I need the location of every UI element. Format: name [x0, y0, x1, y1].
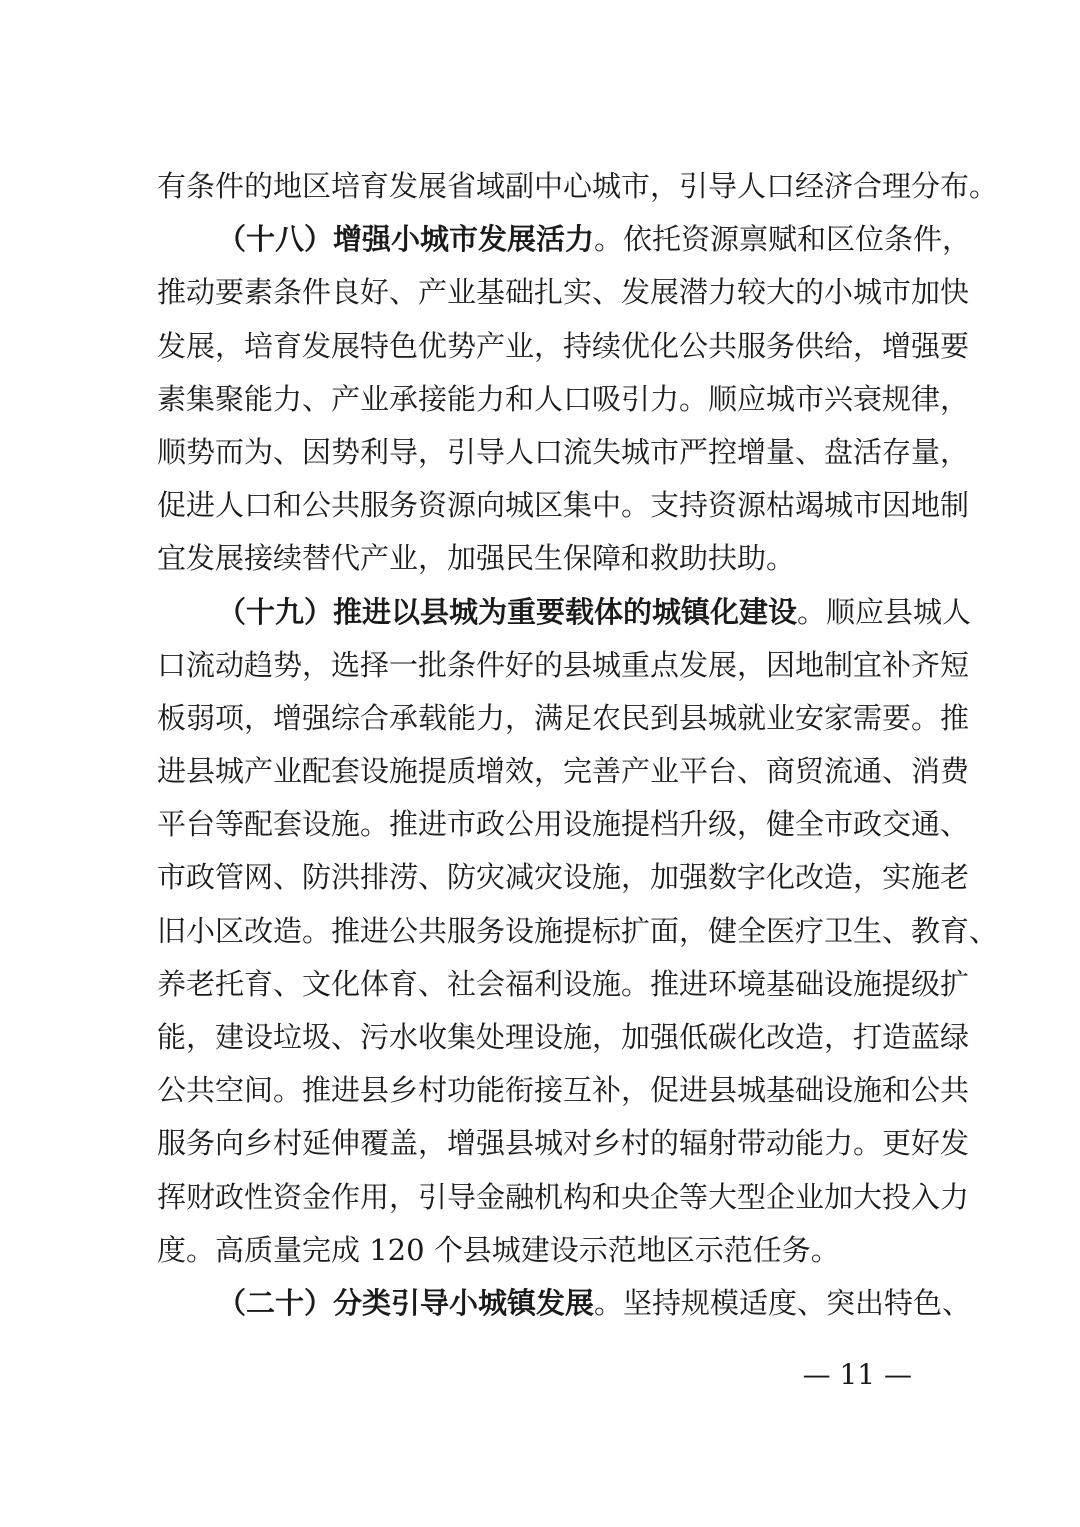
- text-line: 公共空间。推进县乡村功能衔接互补，促进县城基础设施和公共: [157, 1073, 970, 1108]
- section-heading-18: （十八）增强小城市发展活力: [217, 222, 595, 257]
- text-line: 平台等配套设施。推进市政公用设施提档升级，健全市政交通、: [157, 807, 970, 842]
- section-heading-20: （二十）分类引导小城镇发展: [217, 1285, 595, 1320]
- text-line: 养老托育、文化体育、社会福利设施。推进环境基础设施提级扩: [157, 966, 970, 1001]
- text-line: 挥财政性资金作用，引导金融机构和央企等大型企业加大投入力: [157, 1179, 970, 1214]
- text-line: 有条件的地区培育发展省域副中心城市，引导人口经济合理分布。: [157, 169, 999, 203]
- text-line: 能，建设垃圾、污水收集处理设施，加强低碳化改造，打造蓝绿: [157, 1020, 970, 1054]
- paragraph-18-first-line: [157, 213, 972, 266]
- text-line: 素集聚能力、产业承接能力和人口吸引力。顺应城市兴衰规律，: [157, 381, 970, 416]
- text-line: 市政管网、防洪排涝、防灾减灾设施，加强数字化改造，实施老: [157, 860, 970, 895]
- text-line: 宜发展接续替代产业，加强民生保障和救助扶助。: [157, 541, 796, 576]
- document-body: [157, 160, 999, 1330]
- text-line: 发展，培育发展特色优势产业，持续优化公共服务供给，增强要: [157, 328, 970, 363]
- page-number: — 11 —: [802, 1358, 912, 1391]
- text-fragment: 。依托资源禀赋和区位条件，: [594, 222, 972, 257]
- text-line: 进县城产业配套设施提质增效，完善产业平台、商贸流通、消费: [157, 754, 970, 789]
- text-line: 旧小区改造。推进公共服务设施提标扩面，健全医疗卫生、教育、: [157, 913, 999, 948]
- text-line: 推动要素条件良好、产业基础扎实、发展潜力较大的小城市加快: [157, 275, 970, 310]
- paragraph-20-first-line: [157, 1277, 972, 1330]
- text-line: 板弱项，增强综合承载能力，满足农民到县城就业安家需要。推: [157, 700, 970, 735]
- text-line: 促进人口和公共服务资源向城区集中。支持资源枯竭城市因地制: [157, 488, 970, 523]
- text-line: 顺势而为、因势利导，引导人口流失城市严控增量、盘活存量，: [157, 434, 970, 469]
- text-fragment: 。顺应县城人: [797, 594, 972, 629]
- text-line: 口流动趋势，选择一批条件好的县城重点发展，因地制宜补齐短: [157, 647, 970, 682]
- paragraph-19-first-line: [157, 586, 972, 639]
- text-fragment: 。坚持规模适度、突出特色、: [594, 1285, 972, 1320]
- text-line: 度。高质量完成 120 个县城建设示范地区示范任务。: [157, 1232, 840, 1267]
- page-footer: [0, 1358, 1080, 1391]
- text-line: 服务向乡村延伸覆盖，增强县城对乡村的辐射带动能力。更好发: [157, 1126, 970, 1161]
- section-heading-19: （十九）推进以县城为重要载体的城镇化建设: [217, 594, 798, 629]
